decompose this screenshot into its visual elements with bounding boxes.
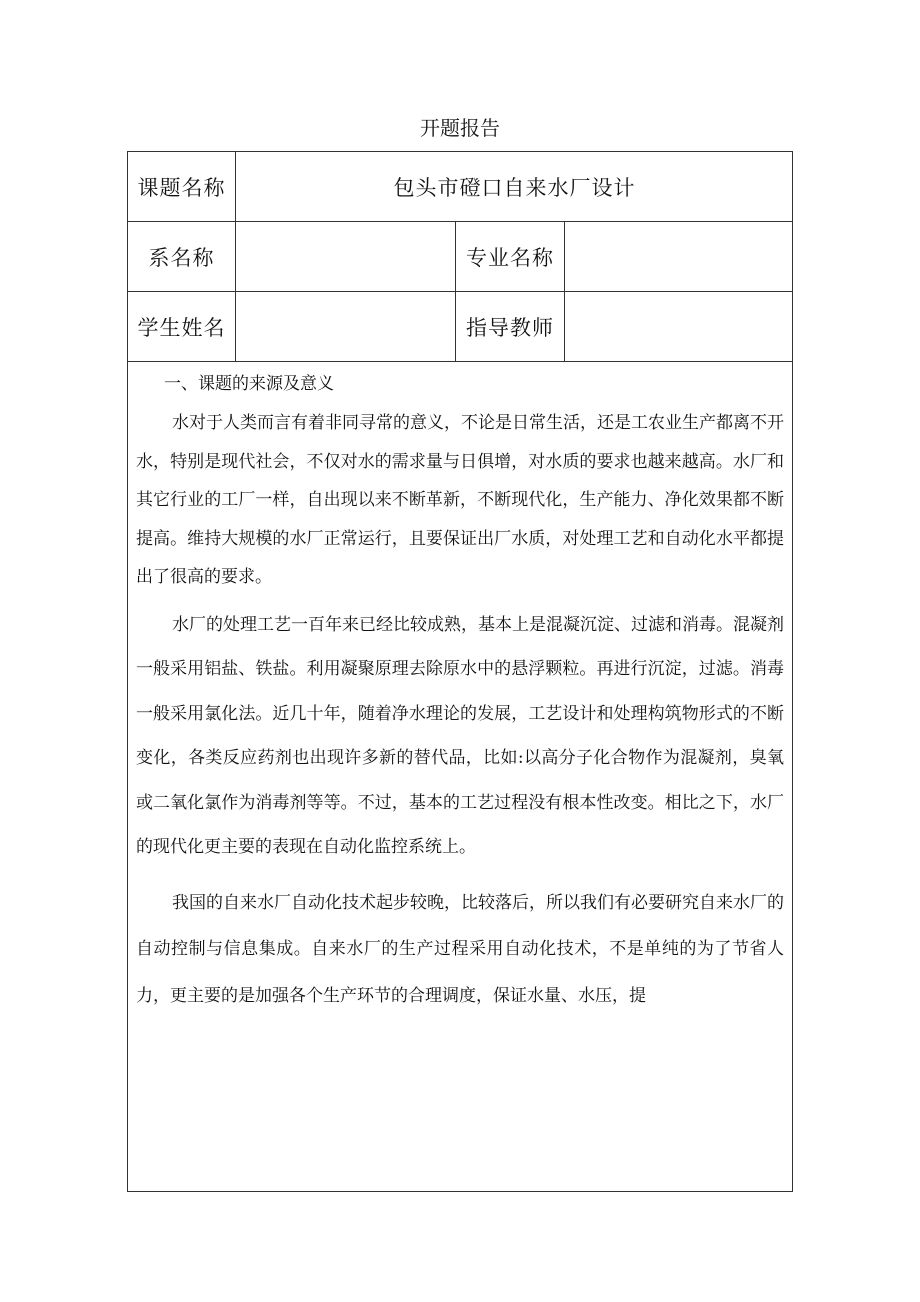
student-name-label: 学生姓名 <box>137 315 226 340</box>
paragraph-2: 水厂的处理工艺一百年来已经比较成熟，基本上是混凝沉淀、过滤和消毒。混凝剂一般采用铝盐、铁盐。利用凝聚原理去除原水中的悬浮颗粒。再进行沉淀，过滤。消毒一般采用氯化法。近几十年，随着净水理论的发展，工艺设计和处理构筑物形式的不断变化，各类反应药剂也出现许多新的替代品，比如:以高分子化合物作为混凝剂，臭氧或二氧化氯作为消毒剂等等。不过，基本的工艺过程没有根本性改变。相比之下，水厂的现代化更主要的表现在自动化监控系统上。 <box>136 614 784 857</box>
topic-value: 包头市磴口自来水厂设计 <box>393 175 636 200</box>
section-heading: 一、课题的来源及意义 <box>164 374 334 394</box>
section-content <box>136 362 784 1019</box>
major-value <box>565 222 793 291</box>
major-label: 专业名称 <box>466 245 554 270</box>
paragraph-3: 我国的自来水厂自动化技术起步较晚，比较落后，所以我们有必要研究自来水厂的自动控制与信息集成。自来水厂的生产过程采用自动化技术，不是单纯的为了节省人力，更主要的是加强各个生产环节的合理调度，保证水量、水压，提 <box>136 892 784 1006</box>
advisor-value <box>565 292 793 361</box>
paragraph-1: 水对于人类而言有着非同寻常的意义，不论是日常生活，还是工农业生产都离不开水，特别是现代社会，不仅对水的需求量与日俱增，对水质的要求也越来越高。水厂和其它行业的工厂一样，自出现以来不断革新，不断现代化，生产能力、净化效果都不断提高。维持大规模的水厂正常运行，且要保证出厂水质，对处理工艺和自动化水平都提出了很高的要求。 <box>136 413 784 587</box>
topic-label: 课题名称 <box>137 175 226 200</box>
report-form-table <box>127 151 793 1192</box>
department-label: 系名称 <box>148 245 215 270</box>
advisor-label: 指导教师 <box>466 315 554 340</box>
document-title: 开题报告 <box>420 116 500 140</box>
student-name-value <box>236 292 455 361</box>
department-value <box>236 222 455 291</box>
